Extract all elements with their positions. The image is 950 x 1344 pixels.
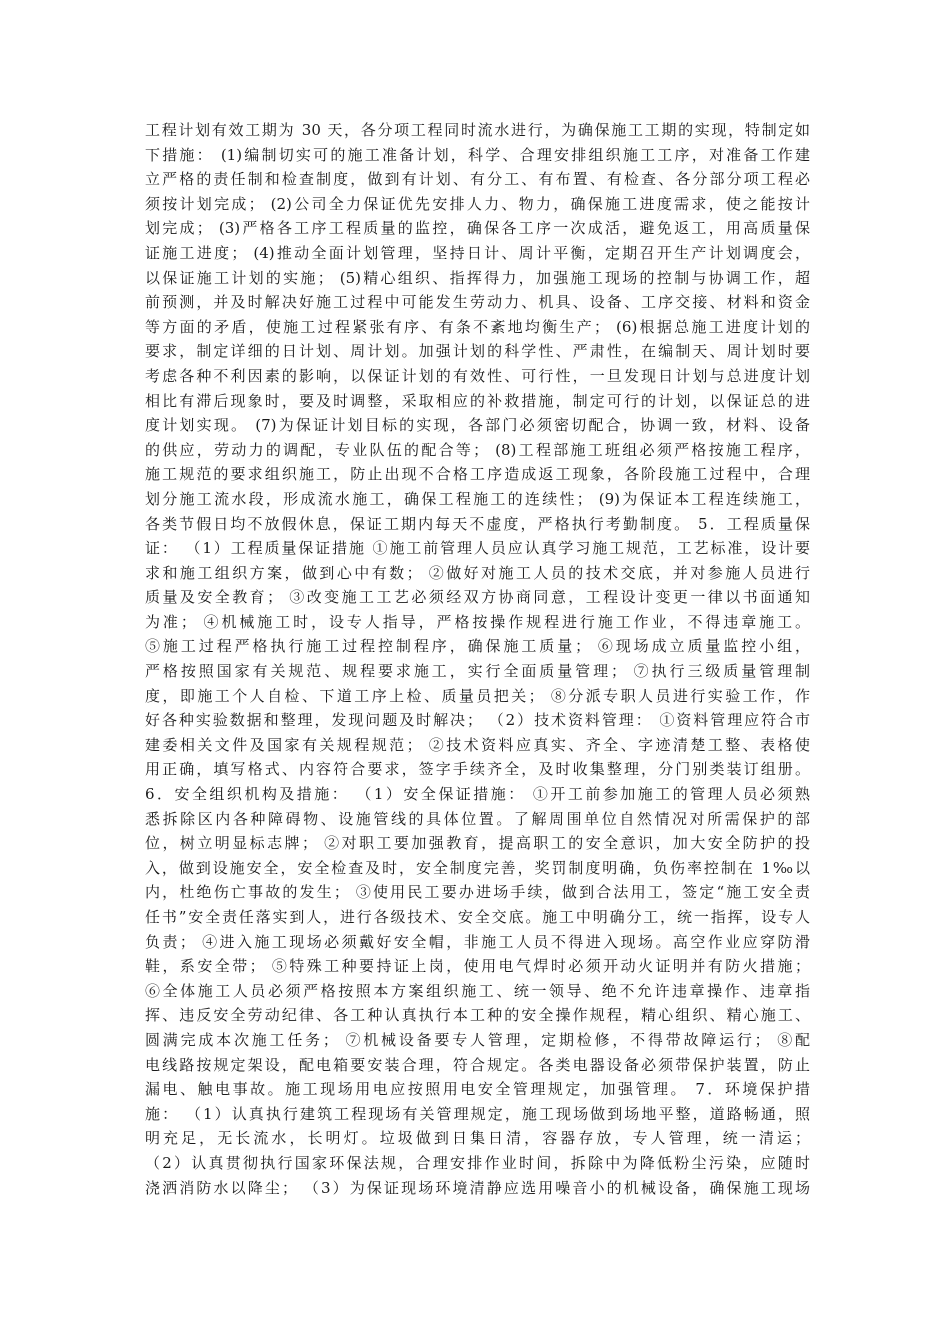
text-line: 任书”安全责任落实到人，进行各级技术、安全交底。施工中明确分工，统一指挥，设专人 [145,908,810,926]
text-line: 鞋，系安全带； ⑤特殊工种要持证上岗，使用电气焊时必须开动火证明并有防火措施； [145,957,810,976]
text-line: ⑥全体施工人员必须严格按照本方案组织施工、统一领导、绝不允许违章操作、违章指 [145,981,810,1000]
text-line: 浇洒消防水以降尘； （3）为保证现场环境清静应选用噪音小的机械设备，确保施工现场 [145,1178,810,1197]
text-line: 挥、违反安全劳动纪律、各工种认真执行本工种的安全操作规程，精心组织、精心施工、 [145,1006,810,1025]
text-line: 证施工进度； (4)推动全面计划管理，坚持日计、周计平衡，定期召开生产计划调度会， [145,243,810,262]
text-line: 各类节假日均不放假休息，保证工期内每天不虚度，严格执行考勤制度。 5．工程质量保 [145,514,810,533]
text-line: 前预测，并及时解决好施工过程中可能发生劳动力、机具、设备、工序交接、材料和资金 [145,293,810,312]
text-line: 施工规范的要求组织施工，防止出现不合格工序造成返工现象，各阶段施工过程中，合理 [145,465,810,484]
text-line: 严格按照国家有关规范、规程要求施工，实行全面质量管理； ⑦执行三级质量管理制 [145,662,810,681]
text-line: 相比有滞后现象时，要及时调整，采取相应的补救措施，制定可行的计划，以保证总的进 [145,391,810,410]
text-line: 漏电、触电事故。施工现场用电应按照用电安全管理规定，加强管理。 7．环境保护措 [145,1080,810,1099]
body-text [145,118,810,1200]
text-line: 度，即施工个人自检、下道工序上检、质量员把关； ⑧分派专职人员进行实验工作，作 [145,686,810,705]
text-line: 入，做到设施安全，安全检查及时，安全制度完善，奖罚制度明确，负伤率控制在 1‰以 [145,858,810,877]
text-line: 明充足，无长流水，长明灯。垃圾做到日集日清，容器存放，专人管理，统一清运； [145,1129,810,1148]
text-line: 好各种实验数据和整理，发现问题及时解决； （2）技术资料管理： ①资料管理应符合市 [145,711,810,730]
text-line: 电线路按规定架设，配电箱要安装合理，符合规定。各类电器设备必须带保护装置，防止 [145,1055,810,1074]
text-line: 要求，制定详细的日计划、周计划。加强计划的科学性、严肃性，在编制天、周计划时要 [145,342,810,361]
text-line: 负责； ④进入施工现场必须戴好安全帽，非施工人员不得进入现场。高空作业应穿防滑 [145,932,810,951]
text-line: 悉拆除区内各种障碍物、设施管线的具体位置。了解周围单位自然情况对所需保护的部 [145,809,810,828]
text-line: 考虑各种不利因素的影响，以保证计划的有效性、可行性，一旦发现日计划与总进度计划 [145,366,810,385]
text-line: 工程计划有效工期为 30 天，各分项工程同时流水进行，为确保施工工期的实现，特制定如 [145,121,810,139]
text-line: 证： （1）工程质量保证措施 ①施工前管理人员应认真学习施工规范，工艺标准，设计要 [145,539,810,558]
text-line: 求和施工组织方案，做到心中有数； ②做好对施工人员的技术交底，并对参施人员进行 [145,563,810,582]
text-line: 的供应，劳动力的调配，专业队伍的配合等； (8)工程部施工班组必须严格按施工程序， [145,440,810,459]
text-line: 用正确，填写格式、内容符合要求，签字手续齐全，及时收集整理，分门别类装订组册。 [145,760,810,779]
text-line: 为准； ④机械施工时，设专人指导，严格按操作规程进行施工作业，不得违章施工。 [145,612,810,631]
text-line: 划分施工流水段，形成流水施工，确保工程施工的连续性； (9)为保证本工程连续施工， [145,489,810,508]
text-line: 质量及安全教育； ③改变施工工艺必须经双方协商同意，工程设计变更一律以书面通知 [145,588,810,607]
text-line: 圆满完成本次施工任务； ⑦机械设备要专人管理，定期检修，不得带故障运行； ⑧配 [145,1030,810,1049]
text-line: （2）认真贯彻执行国家环保法规，合理安排作业时间，拆除中为降低粉尘污染，应随时 [145,1153,810,1172]
text-line: 6．安全组织机构及措施： （1）安全保证措施： ①开工前参加施工的管理人员必须熟 [145,785,810,804]
text-line: 度计划实现。 (7)为保证计划目标的实现，各部门必须密切配合，协调一致，材料、设备 [145,416,810,435]
text-line: 以保证施工计划的实施； (5)精心组织、指挥得力，加强施工现场的控制与协调工作，超 [145,268,810,287]
text-line: 立严格的责任制和检查制度，做到有计划、有分工、有布置、有检查、各分部分项工程必 [145,170,810,189]
text-line: 等方面的矛盾，使施工过程紧张有序、有条不紊地均衡生产； (6)根据总施工进度计划的 [145,317,810,336]
text-line: 下措施： (1)编制切实可的施工准备计划，科学、合理安排组织施工工序，对准备工作建 [145,145,810,164]
text-line: 建委相关文件及国家有关规程规范； ②技术资料应真实、齐全、字迹清楚工整、表格使 [145,735,810,754]
text-line: 划完成； (3)严格各工序工程质量的监控，确保各工序一次成活，避免返工，用高质量保 [145,219,810,238]
text-line: 施： （1）认真执行建筑工程现场有关管理规定，施工现场做到场地平整，道路畅通，照 [145,1104,810,1123]
text-line: ⑤施工过程严格执行施工过程控制程序，确保施工质量； ⑥现场成立质量监控小组， [145,637,810,656]
text-line: 位，树立明显标志牌； ②对职工要加强教育，提高职工的安全意识，加大安全防护的投 [145,834,810,853]
text-line: 内，杜绝伤亡事故的发生； ③使用民工要办进场手续，做到合法用工，签定“施工安全责 [145,883,810,902]
text-line: 须按计划完成； (2)公司全力保证优先安排人力、物力，确保施工进度需求，使之能按计 [145,194,810,213]
